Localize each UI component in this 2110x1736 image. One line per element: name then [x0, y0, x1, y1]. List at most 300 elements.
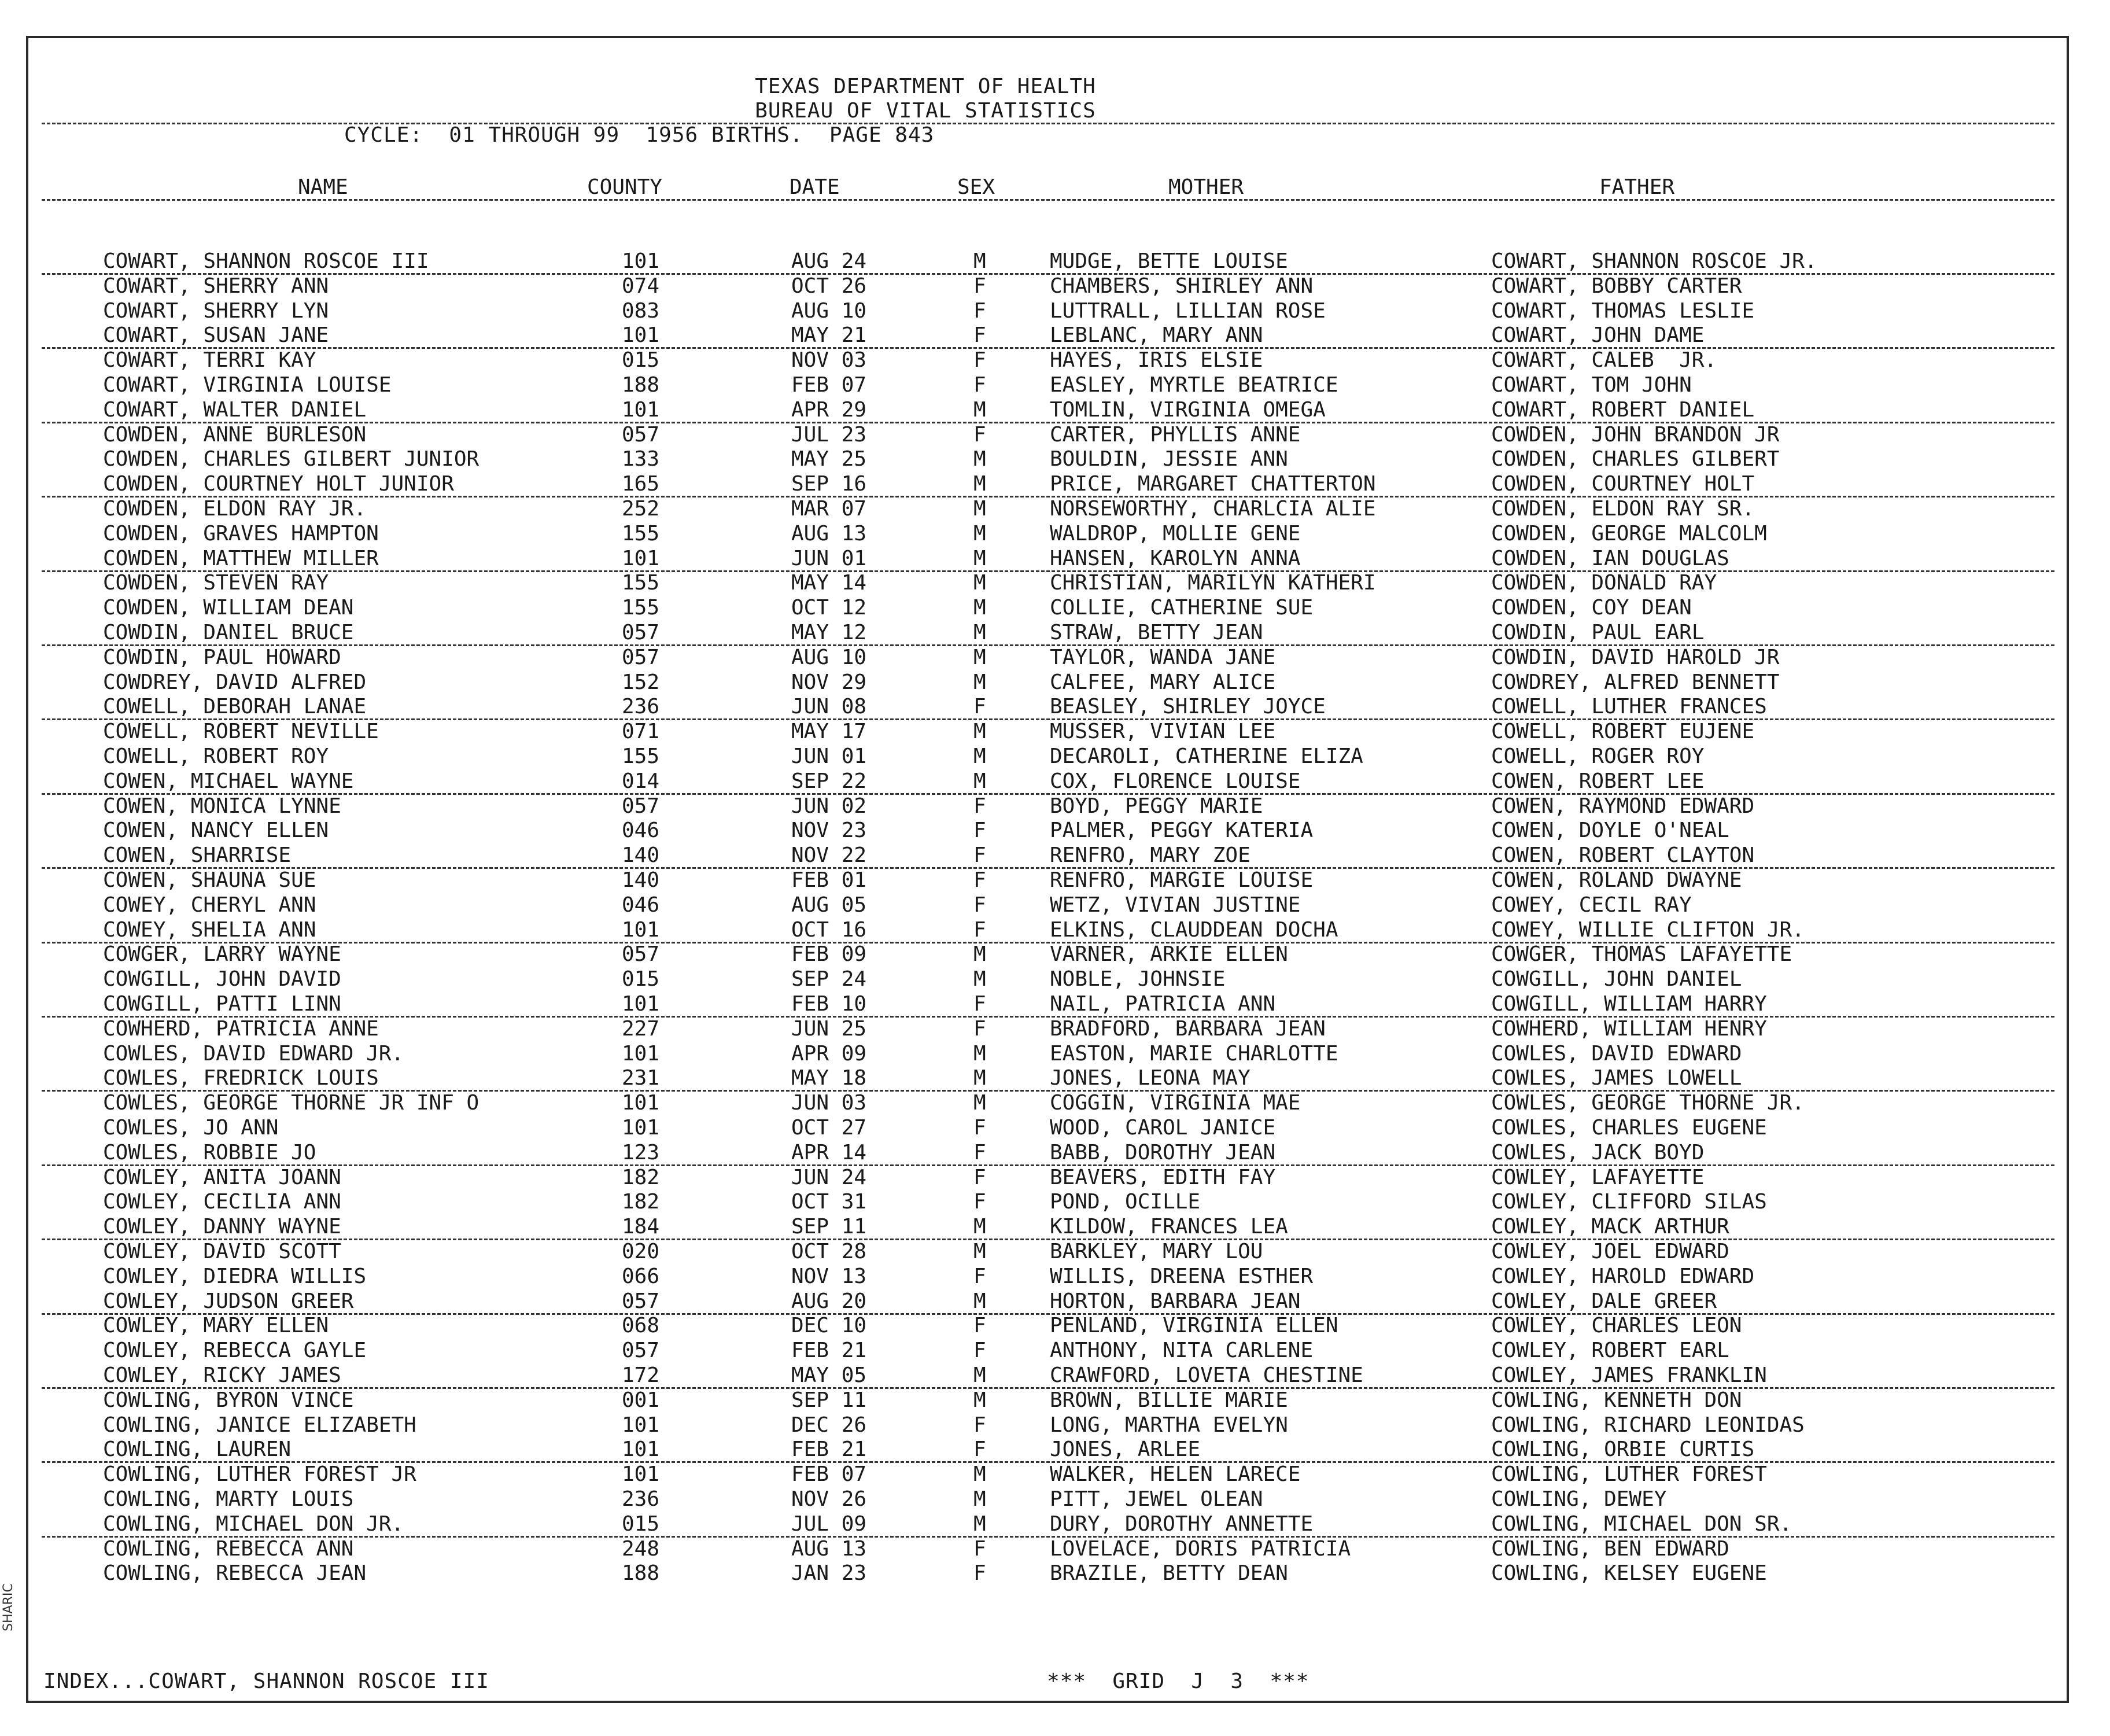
cell-mother: HORTON, BARBARA JEAN	[1050, 1289, 1301, 1313]
cell-father: COWLING, ORBIE CURTIS	[1491, 1438, 1755, 1462]
cell-name: COWLEY, CECILIA ANN	[103, 1190, 341, 1214]
cell-mother: ANTHONY, NITA CARLENE	[1050, 1339, 1314, 1363]
cell-name: COWLES, FREDRICK LOUIS	[103, 1066, 379, 1090]
cell-date: NOV 22	[791, 843, 867, 868]
cell-father: COWART, TOM JOHN	[1491, 373, 1692, 397]
col-header-county: COUNTY	[587, 175, 663, 199]
cell-sex: M	[973, 720, 986, 744]
cell-name: COWEN, SHAUNA SUE	[103, 868, 316, 892]
cell-date: JUL 09	[791, 1512, 867, 1536]
cell-father: COWLING, DEWEY	[1491, 1487, 1667, 1511]
cell-county: 101	[622, 1413, 660, 1437]
cell-name: COWLING, REBECCA ANN	[103, 1536, 354, 1561]
cell-county: 133	[622, 447, 660, 471]
cell-sex: F	[973, 1016, 986, 1041]
cell-name: COWDIN, DANIEL BRUCE	[103, 621, 354, 644]
cell-father: COWDEN, JOHN BRANDON JR	[1491, 422, 1780, 447]
cell-county: 001	[622, 1388, 660, 1412]
cell-sex: F	[973, 819, 986, 843]
cell-date: AUG 10	[791, 298, 867, 323]
cell-date: MAY 12	[791, 621, 867, 644]
cell-date: JUN 02	[791, 794, 867, 818]
cell-name: COWLING, LAUREN	[103, 1438, 292, 1462]
cell-date: JUN 24	[791, 1165, 867, 1189]
cell-mother: BOULDIN, JESSIE ANN	[1050, 447, 1288, 471]
cell-county: 101	[622, 1462, 660, 1487]
cell-date: APR 09	[791, 1041, 867, 1066]
cell-date: DEC 26	[791, 1413, 867, 1437]
cell-date: FEB 21	[791, 1339, 867, 1363]
cell-father: COWGILL, JOHN DANIEL	[1491, 967, 1742, 992]
cell-name: COWDEN, GRAVES HAMPTON	[103, 521, 379, 546]
cell-county: 046	[622, 819, 660, 843]
cell-name: COWGER, LARRY WAYNE	[103, 942, 341, 967]
cell-county: 184	[622, 1215, 660, 1239]
cell-sex: M	[973, 1091, 986, 1115]
cell-father: COWEN, ROLAND DWAYNE	[1491, 868, 1742, 892]
cell-mother: BARKLEY, MARY LOU	[1050, 1240, 1263, 1263]
cell-name: COWLEY, DAVID SCOTT	[103, 1240, 341, 1263]
cell-date: FEB 07	[791, 1462, 867, 1487]
cell-mother: EASTON, MARIE CHARLOTTE	[1050, 1041, 1338, 1066]
cell-father: COWLEY, LAFAYETTE	[1491, 1165, 1705, 1189]
cell-father: COWLES, CHARLES EUGENE	[1491, 1116, 1767, 1140]
cell-date: JUL 23	[791, 422, 867, 447]
cell-name: COWDEN, ANNE BURLESON	[103, 422, 367, 447]
cell-sex: F	[973, 794, 986, 818]
cell-mother: LEBLANC, MARY ANN	[1050, 323, 1263, 348]
cell-county: 182	[622, 1165, 660, 1189]
cell-date: FEB 21	[791, 1438, 867, 1462]
cell-mother: LOVELACE, DORIS PATRICIA	[1050, 1536, 1351, 1561]
footer-index: INDEX...COWART, SHANNON ROSCOE III	[43, 1669, 489, 1693]
cell-date: MAY 25	[791, 447, 867, 471]
cell-sex: F	[973, 992, 986, 1016]
cell-county: 014	[622, 769, 660, 793]
cell-county: 057	[622, 422, 660, 447]
row-divider	[42, 1239, 2054, 1240]
cell-father: COWEY, CECIL RAY	[1491, 893, 1692, 917]
cell-mother: PITT, JEWEL OLEAN	[1050, 1487, 1263, 1511]
cell-county: 155	[622, 571, 660, 595]
row-divider	[42, 1313, 2054, 1315]
cell-father: COWLING, KENNETH DON	[1491, 1388, 1742, 1412]
cell-sex: M	[973, 397, 986, 422]
cell-county: 015	[622, 967, 660, 992]
cell-county: 057	[622, 942, 660, 967]
cell-sex: M	[973, 447, 986, 471]
cell-father: COWLEY, CHARLES LEON	[1491, 1314, 1742, 1338]
cell-date: FEB 09	[791, 942, 867, 967]
cell-county: 227	[622, 1016, 660, 1041]
cell-sex: F	[973, 1536, 986, 1561]
cell-mother: RENFRO, MARGIE LOUISE	[1050, 868, 1314, 892]
cell-date: AUG 05	[791, 893, 867, 917]
cell-date: NOV 03	[791, 348, 867, 373]
cell-father: COWLING, RICHARD LEONIDAS	[1491, 1413, 1805, 1437]
cell-county: 140	[622, 868, 660, 892]
cell-county: 182	[622, 1190, 660, 1214]
cell-father: COWART, BOBBY CARTER	[1491, 274, 1742, 298]
cell-father: COWDIN, DAVID HAROLD JR	[1491, 645, 1780, 669]
cell-father: COWGILL, WILLIAM HARRY	[1491, 992, 1767, 1016]
cell-mother: PENLAND, VIRGINIA ELLEN	[1050, 1314, 1338, 1338]
cell-mother: CHAMBERS, SHIRLEY ANN	[1050, 274, 1314, 298]
cell-father: COWART, JOHN DAME	[1491, 323, 1705, 348]
cell-mother: WALDROP, MOLLIE GENE	[1050, 521, 1301, 546]
cell-county: 155	[622, 596, 660, 620]
cell-father: COWLEY, CLIFFORD SILAS	[1491, 1190, 1767, 1214]
cell-father: COWLES, GEORGE THORNE JR.	[1491, 1091, 1805, 1115]
cell-father: COWEN, DOYLE O'NEAL	[1491, 819, 1729, 843]
cell-county: 071	[622, 720, 660, 744]
cell-sex: F	[973, 1339, 986, 1363]
cell-date: JUN 25	[791, 1016, 867, 1041]
cell-mother: TAYLOR, WANDA JANE	[1050, 645, 1276, 669]
cell-name: COWLES, DAVID EDWARD JR.	[103, 1041, 404, 1066]
cell-father: COWLEY, JOEL EDWARD	[1491, 1240, 1729, 1263]
cell-date: MAY 18	[791, 1066, 867, 1090]
cell-sex: F	[973, 1190, 986, 1214]
cell-county: 123	[622, 1140, 660, 1164]
cell-county: 057	[622, 1339, 660, 1363]
cell-county: 046	[622, 893, 660, 917]
cell-name: COWART, SHERRY ANN	[103, 274, 329, 298]
cell-mother: NORSEWORTHY, CHARLCIA ALIE	[1050, 497, 1376, 521]
cell-name: COWLING, LUTHER FOREST JR	[103, 1462, 416, 1487]
cell-mother: BABB, DOROTHY JEAN	[1050, 1140, 1276, 1164]
cell-mother: POND, OCILLE	[1050, 1190, 1201, 1214]
cell-sex: F	[973, 1561, 986, 1586]
cell-mother: PALMER, PEGGY KATERIA	[1050, 819, 1314, 843]
cell-name: COWART, SHERRY LYN	[103, 298, 329, 323]
cell-mother: DURY, DOROTHY ANNETTE	[1050, 1512, 1314, 1536]
cell-mother: HANSEN, KAROLYN ANNA	[1050, 546, 1301, 570]
cell-name: COWLEY, DIEDRA WILLIS	[103, 1264, 367, 1288]
cell-mother: STRAW, BETTY JEAN	[1050, 621, 1263, 644]
cell-sex: F	[973, 348, 986, 373]
row-divider	[42, 347, 2054, 349]
cell-name: COWART, WALTER DANIEL	[103, 397, 367, 422]
cell-sex: M	[973, 1289, 986, 1313]
cell-county: 101	[622, 917, 660, 942]
cell-county: 074	[622, 274, 660, 298]
cell-sex: F	[973, 373, 986, 397]
cell-county: 140	[622, 843, 660, 868]
cell-name: COWLEY, RICKY JAMES	[103, 1363, 341, 1387]
cell-sex: M	[973, 1215, 986, 1239]
cell-county: 057	[622, 645, 660, 669]
cell-name: COWLING, BYRON VINCE	[103, 1388, 354, 1412]
row-divider	[42, 570, 2054, 572]
cell-date: JAN 23	[791, 1561, 867, 1586]
cell-father: COWDEN, CHARLES GILBERT	[1491, 447, 1780, 471]
cell-date: AUG 13	[791, 1536, 867, 1561]
cell-name: COWART, TERRI KAY	[103, 348, 316, 373]
page-frame	[26, 36, 2069, 1703]
cell-name: COWDEN, CHARLES GILBERT JUNIOR	[103, 447, 479, 471]
cell-date: FEB 10	[791, 992, 867, 1016]
cell-father: COWART, ROBERT DANIEL	[1491, 397, 1755, 422]
cell-name: COWDREY, DAVID ALFRED	[103, 670, 367, 694]
cell-date: MAY 14	[791, 571, 867, 595]
cell-county: 101	[622, 992, 660, 1016]
cell-date: SEP 24	[791, 967, 867, 992]
cell-mother: BEASLEY, SHIRLEY JOYCE	[1050, 695, 1326, 719]
cell-sex: M	[973, 1363, 986, 1387]
cell-sex: M	[973, 472, 986, 496]
cell-name: COWLES, ROBBIE JO	[103, 1140, 316, 1164]
cell-name: COWLES, GEORGE THORNE JR INF O	[103, 1091, 479, 1115]
cell-name: COWART, SUSAN JANE	[103, 323, 329, 348]
cell-date: MAY 21	[791, 323, 867, 348]
cell-father: COWDEN, IAN DOUGLAS	[1491, 546, 1729, 570]
cell-date: SEP 16	[791, 472, 867, 496]
cell-father: COWLING, MICHAEL DON SR.	[1491, 1512, 1792, 1536]
cell-name: COWLES, JO ANN	[103, 1116, 279, 1140]
cell-sex: M	[973, 1487, 986, 1511]
cell-father: COWDIN, PAUL EARL	[1491, 621, 1705, 644]
cell-date: APR 14	[791, 1140, 867, 1164]
cell-father: COWLING, BEN EDWARD	[1491, 1536, 1729, 1561]
cell-sex: M	[973, 521, 986, 546]
header-subtitle: BUREAU OF VITAL STATISTICS	[755, 99, 1096, 123]
cell-mother: DECAROLI, CATHERINE ELIZA	[1050, 744, 1363, 768]
cell-date: AUG 10	[791, 645, 867, 669]
cell-date: JUN 01	[791, 744, 867, 768]
col-header-date: DATE	[790, 175, 840, 199]
rule-header	[42, 199, 2054, 201]
cell-name: COWEY, SHELIA ANN	[103, 917, 316, 942]
cell-sex: M	[973, 1388, 986, 1412]
cell-date: OCT 16	[791, 917, 867, 942]
cell-date: AUG 20	[791, 1289, 867, 1313]
cell-name: COWEN, MONICA LYNNE	[103, 794, 341, 818]
cell-sex: F	[973, 1116, 986, 1140]
cell-father: COWHERD, WILLIAM HENRY	[1491, 1016, 1767, 1041]
cell-county: 236	[622, 1487, 660, 1511]
cell-date: OCT 12	[791, 596, 867, 620]
cell-mother: PRICE, MARGARET CHATTERTON	[1050, 472, 1376, 496]
cell-date: NOV 26	[791, 1487, 867, 1511]
cell-mother: WETZ, VIVIAN JUSTINE	[1050, 893, 1301, 917]
cell-sex: F	[973, 1413, 986, 1437]
cell-father: COWLEY, MACK ARTHUR	[1491, 1215, 1729, 1239]
cell-sex: M	[973, 967, 986, 992]
cell-sex: M	[973, 769, 986, 793]
cell-father: COWELL, ROGER ROY	[1491, 744, 1705, 768]
cell-county: 101	[622, 249, 660, 273]
cell-name: COWGILL, PATTI LINN	[103, 992, 341, 1016]
cell-father: COWLEY, HAROLD EDWARD	[1491, 1264, 1755, 1288]
cell-mother: MUSSER, VIVIAN LEE	[1050, 720, 1276, 744]
cell-mother: LUTTRALL, LILLIAN ROSE	[1050, 298, 1326, 323]
cell-sex: M	[973, 571, 986, 595]
cell-sex: M	[973, 621, 986, 644]
cell-date: FEB 07	[791, 373, 867, 397]
cell-father: COWEN, RAYMOND EDWARD	[1491, 794, 1755, 818]
cell-mother: WILLIS, DREENA ESTHER	[1050, 1264, 1314, 1288]
cell-sex: F	[973, 917, 986, 942]
cell-name: COWLEY, ANITA JOANN	[103, 1165, 341, 1189]
cell-mother: COGGIN, VIRGINIA MAE	[1050, 1091, 1301, 1115]
cell-sex: M	[973, 1041, 986, 1066]
cell-sex: F	[973, 1438, 986, 1462]
cell-father: COWEY, WILLIE CLIFTON JR.	[1491, 917, 1805, 942]
cell-county: 057	[622, 1289, 660, 1313]
cell-father: COWLES, DAVID EDWARD	[1491, 1041, 1742, 1066]
cell-father: COWLEY, JAMES FRANKLIN	[1491, 1363, 1767, 1387]
cell-father: COWART, CALEB JR.	[1491, 348, 1717, 373]
cell-father: COWART, THOMAS LESLIE	[1491, 298, 1755, 323]
cell-sex: F	[973, 843, 986, 868]
cell-sex: F	[973, 695, 986, 719]
cell-county: 165	[622, 472, 660, 496]
cell-mother: BRADFORD, BARBARA JEAN	[1050, 1016, 1326, 1041]
cell-father: COWART, SHANNON ROSCOE JR.	[1491, 249, 1817, 273]
cell-county: 155	[622, 744, 660, 768]
cell-name: COWDEN, ELDON RAY JR.	[103, 497, 367, 521]
row-divider	[42, 867, 2054, 869]
cell-father: COWDEN, GEORGE MALCOLM	[1491, 521, 1767, 546]
cell-county: 152	[622, 670, 660, 694]
cell-date: SEP 11	[791, 1215, 867, 1239]
cell-mother: WALKER, HELEN LARECE	[1050, 1462, 1301, 1487]
cell-mother: COX, FLORENCE LOUISE	[1050, 769, 1301, 793]
cell-date: APR 29	[791, 397, 867, 422]
cell-father: COWEN, ROBERT CLAYTON	[1491, 843, 1755, 868]
cell-mother: CALFEE, MARY ALICE	[1050, 670, 1276, 694]
cell-county: 236	[622, 695, 660, 719]
cell-date: FEB 01	[791, 868, 867, 892]
cell-county: 248	[622, 1536, 660, 1561]
footer-grid: *** GRID J 3 ***	[1047, 1669, 1309, 1693]
cell-mother: VARNER, ARKIE ELLEN	[1050, 942, 1288, 967]
cell-sex: F	[973, 893, 986, 917]
side-label: SHARIC	[1, 1583, 16, 1631]
cell-date: AUG 24	[791, 249, 867, 273]
cell-sex: F	[973, 868, 986, 892]
col-header-name: NAME	[298, 175, 348, 199]
cell-name: COWEN, SHARRISE	[103, 843, 292, 868]
cell-mother: LONG, MARTHA EVELYN	[1050, 1413, 1288, 1437]
cell-father: COWDEN, DONALD RAY	[1491, 571, 1717, 595]
cell-date: SEP 11	[791, 1388, 867, 1412]
cell-mother: BROWN, BILLIE MARIE	[1050, 1388, 1288, 1412]
col-header-sex: SEX	[957, 175, 995, 199]
cell-county: 101	[622, 1438, 660, 1462]
cell-date: MAY 17	[791, 720, 867, 744]
row-divider	[42, 1164, 2054, 1166]
cell-mother: BEAVERS, EDITH FAY	[1050, 1165, 1276, 1189]
cell-mother: BOYD, PEGGY MARIE	[1050, 794, 1263, 818]
cell-father: COWELL, ROBERT EUJENE	[1491, 720, 1755, 744]
cell-county: 231	[622, 1066, 660, 1090]
cell-father: COWLES, JAMES LOWELL	[1491, 1066, 1742, 1090]
cell-sex: F	[973, 422, 986, 447]
col-header-mother: MOTHER	[1168, 175, 1244, 199]
cell-name: COWHERD, PATRICIA ANNE	[103, 1016, 379, 1041]
cell-mother: TOMLIN, VIRGINIA OMEGA	[1050, 397, 1326, 422]
cell-county: 101	[622, 546, 660, 570]
cell-county: 066	[622, 1264, 660, 1288]
cell-mother: JONES, ARLEE	[1050, 1438, 1201, 1462]
cell-date: NOV 23	[791, 819, 867, 843]
cell-date: DEC 10	[791, 1314, 867, 1338]
cell-sex: M	[973, 744, 986, 768]
cell-sex: F	[973, 1264, 986, 1288]
cell-sex: M	[973, 1066, 986, 1090]
cell-county: 252	[622, 497, 660, 521]
cell-sex: F	[973, 298, 986, 323]
cell-sex: F	[973, 1314, 986, 1338]
cell-sex: F	[973, 323, 986, 348]
cell-name: COWDEN, STEVEN RAY	[103, 571, 329, 595]
cell-mother: RENFRO, MARY ZOE	[1050, 843, 1250, 868]
cell-mother: CHRISTIAN, MARILYN KATHERI	[1050, 571, 1376, 595]
cell-county: 101	[622, 1091, 660, 1115]
cell-date: JUN 08	[791, 695, 867, 719]
cell-father: COWLES, JACK BOYD	[1491, 1140, 1705, 1164]
cell-county: 155	[622, 521, 660, 546]
cell-date: AUG 13	[791, 521, 867, 546]
cell-name: COWLEY, REBECCA GAYLE	[103, 1339, 367, 1363]
cell-name: COWLING, MICHAEL DON JR.	[103, 1512, 404, 1536]
cell-name: COWLING, REBECCA JEAN	[103, 1561, 367, 1586]
cell-name: COWELL, ROBERT ROY	[103, 744, 329, 768]
cell-sex: M	[973, 497, 986, 521]
cell-mother: CARTER, PHYLLIS ANNE	[1050, 422, 1301, 447]
cell-county: 083	[622, 298, 660, 323]
cell-name: COWDEN, MATTHEW MILLER	[103, 546, 379, 570]
cell-sex: M	[973, 1512, 986, 1536]
cell-sex: M	[973, 942, 986, 967]
cell-county: 101	[622, 1041, 660, 1066]
cell-name: COWDIN, PAUL HOWARD	[103, 645, 341, 669]
cell-sex: M	[973, 546, 986, 570]
cell-mother: KILDOW, FRANCES LEA	[1050, 1215, 1288, 1239]
cell-county: 188	[622, 1561, 660, 1586]
cell-name: COWDEN, COURTNEY HOLT JUNIOR	[103, 472, 454, 496]
cell-name: COWLEY, JUDSON GREER	[103, 1289, 354, 1313]
cycle-line: CYCLE: 01 THROUGH 99 1956 BIRTHS. PAGE 843	[344, 123, 935, 147]
cell-father: COWLEY, ROBERT EARL	[1491, 1339, 1729, 1363]
cell-sex: F	[973, 1165, 986, 1189]
cell-name: COWART, SHANNON ROSCOE III	[103, 249, 429, 273]
row-divider	[42, 273, 2054, 275]
cell-name: COWLING, MARTY LOUIS	[103, 1487, 354, 1511]
cell-name: COWELL, DEBORAH LANAE	[103, 695, 367, 719]
cell-date: OCT 26	[791, 274, 867, 298]
cell-sex: M	[973, 670, 986, 694]
cell-mother: ELKINS, CLAUDDEAN DOCHA	[1050, 917, 1338, 942]
cell-father: COWELL, LUTHER FRANCES	[1491, 695, 1767, 719]
cell-father: COWDEN, COY DEAN	[1491, 596, 1692, 620]
cell-sex: M	[973, 1462, 986, 1487]
cell-mother: MUDGE, BETTE LOUISE	[1050, 249, 1288, 273]
cell-county: 057	[622, 794, 660, 818]
cell-name: COWGILL, JOHN DAVID	[103, 967, 341, 992]
cell-sex: M	[973, 645, 986, 669]
cell-county: 101	[622, 397, 660, 422]
cell-father: COWDEN, COURTNEY HOLT	[1491, 472, 1755, 496]
cell-sex: F	[973, 1140, 986, 1164]
cell-date: OCT 31	[791, 1190, 867, 1214]
cell-county: 188	[622, 373, 660, 397]
cell-county: 172	[622, 1363, 660, 1387]
cell-father: COWDREY, ALFRED BENNETT	[1491, 670, 1780, 694]
cell-name: COWLING, JANICE ELIZABETH	[103, 1413, 416, 1437]
